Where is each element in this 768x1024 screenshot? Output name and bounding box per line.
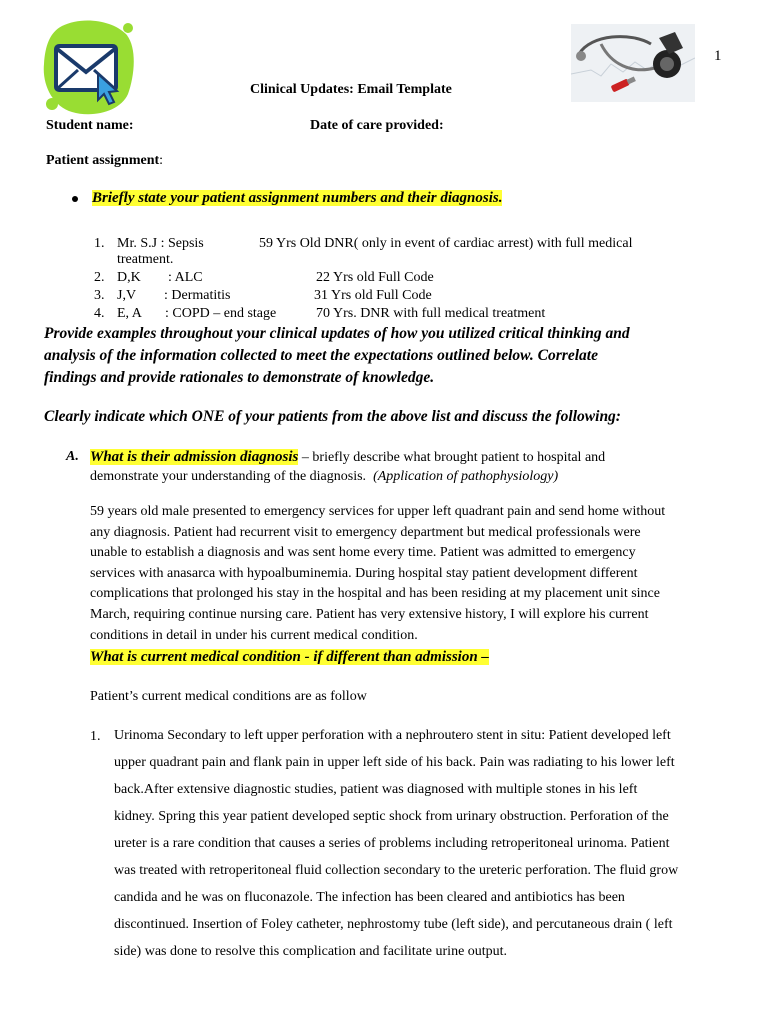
condition-item-line: ureter is a rare condition that causes a series of problems including retroperitoneal urinoma. Patient (114, 836, 670, 851)
section-a-body-line: 59 years old male presented to emergency services for upper left quadrant pain and send home without (90, 504, 666, 519)
condition-item-line: was treated with retroperitoneal fluid collection secondary to the ureteric perforation. The fluid grow (114, 863, 679, 878)
section-a-body (90, 502, 665, 646)
section-a-heading-row (90, 447, 605, 468)
current-condition-intro: Patient’s current medical conditions are as follow (90, 689, 367, 704)
current-condition-heading-row (90, 647, 489, 667)
section-a-desc-1: – briefly describe what brought patient to hospital and (298, 450, 606, 465)
patient-diag-4: : COPD – end stage (165, 306, 277, 321)
patient-details-4: 70 Yrs. DNR with full medical treatment (316, 306, 546, 321)
section-a-body-line: any diagnosis. Patient had recurrent visit to emergency department but medical professionals were (90, 524, 641, 540)
condition-item-line: kidney. Spring this year patient developed septic shock from urinary obstruction. Perforation of the (114, 809, 669, 824)
condition-item-text (114, 722, 678, 965)
patient-diag-3: : Dermatitis (164, 288, 231, 303)
instructions-paragraph (44, 323, 630, 389)
section-a-heading: What is their admission diagnosis (90, 449, 299, 465)
section-a-body-line: conditions in detail in under his current medical condition. (90, 627, 418, 643)
condition-item-line: Urinoma Secondary to left upper perforation with a nephroutero stent in situ: Patient developed left (114, 728, 671, 743)
instructions-line-1: Provide examples throughout your clinical updates of how you utilized critical thinking and (44, 325, 630, 342)
condition-item-line: candida and he was on fluconazole. The infection has been cleared and antibiotics has been (114, 890, 625, 905)
bullet-item (72, 190, 502, 207)
bullet-icon (72, 196, 78, 202)
instructions-line-2: analysis of the information collected to meet the expectations outlined below. Correlate (44, 347, 598, 364)
section-a-desc-italic: (Application of pathophysiology) (373, 469, 559, 484)
patient-num-1: 1. (94, 236, 105, 251)
patient-details-1: 59 Yrs Old DNR( only in event of cardiac arrest) with full medical (259, 236, 633, 251)
patient-details-3: 31 Yrs old Full Code (314, 288, 432, 303)
section-a-body-line: March, requiring continue nursing care. Patient has very extensive history, I will explore his current (90, 606, 649, 622)
section-a-body-line: complications that prolonged his stay in the hospital and has been residing at my placement unit since (90, 586, 660, 602)
section-a-body-line: unable to establish a diagnosis and was sent home every time. Patient was admitted to emergency (90, 545, 636, 561)
patient-details-2: 22 Yrs old Full Code (316, 270, 434, 285)
patient-num-2: 2. (94, 270, 105, 285)
patient-name-1: Mr. S.J : Sepsis (117, 236, 204, 251)
condition-item-num: 1. (90, 729, 101, 744)
condition-item-line: discontinued. Insertion of Foley catheter, nephrostomy tube (left side), and percutaneous drain ( left (114, 917, 673, 932)
section-a-desc-row-2 (90, 467, 558, 487)
condition-item-line: upper quadrant pain and flank pain in upper left side of his back. Pain was radiating to his lower left (114, 755, 675, 770)
patient-num-3: 3. (94, 288, 105, 303)
section-a-desc-2: demonstrate your understanding of the diagnosis. (90, 469, 374, 484)
assignment-label: Patient assignment (46, 153, 160, 168)
patient-name-2: D,K (117, 270, 141, 285)
patient-details-1b: treatment. (117, 252, 174, 267)
patient-name-3: J,V (117, 288, 137, 303)
instructions-choose-patient: Clearly indicate which ONE of your patients from the above list and discuss the following: (44, 408, 621, 425)
section-a-body-line: services with anasarca with hypoalbuminemia. During hospital stay patient development different (90, 565, 638, 581)
assignment-label-row (46, 153, 163, 169)
current-condition-heading: What is current medical condition - if different than admission – (90, 649, 489, 665)
page-title: Clinical Updates: Email Template (250, 82, 452, 97)
bullet-instruction: Briefly state your patient assignment numbers and their diagnosis. (92, 190, 503, 206)
page-number: 1 (714, 48, 722, 64)
stethoscope-image (571, 24, 695, 102)
patient-num-4: 4. (94, 306, 105, 321)
date-label: Date of care provided: (310, 118, 444, 133)
patient-name-4: E, A (117, 306, 142, 321)
instructions-line-3: findings and provide rationales to demonstrate of knowledge. (44, 369, 435, 386)
assignment-colon: : (159, 153, 164, 168)
student-name-label: Student name: (46, 118, 134, 133)
condition-item-line: side) was done to resolve this complication and facilitate urine output. (114, 944, 508, 959)
section-a-letter: A. (66, 449, 79, 464)
patient-diag-2: : ALC (168, 270, 203, 285)
condition-item-line: back.After extensive diagnostic studies, patient was diagnosed with multiple stones in his left (114, 782, 638, 797)
email-logo-icon (42, 18, 134, 118)
